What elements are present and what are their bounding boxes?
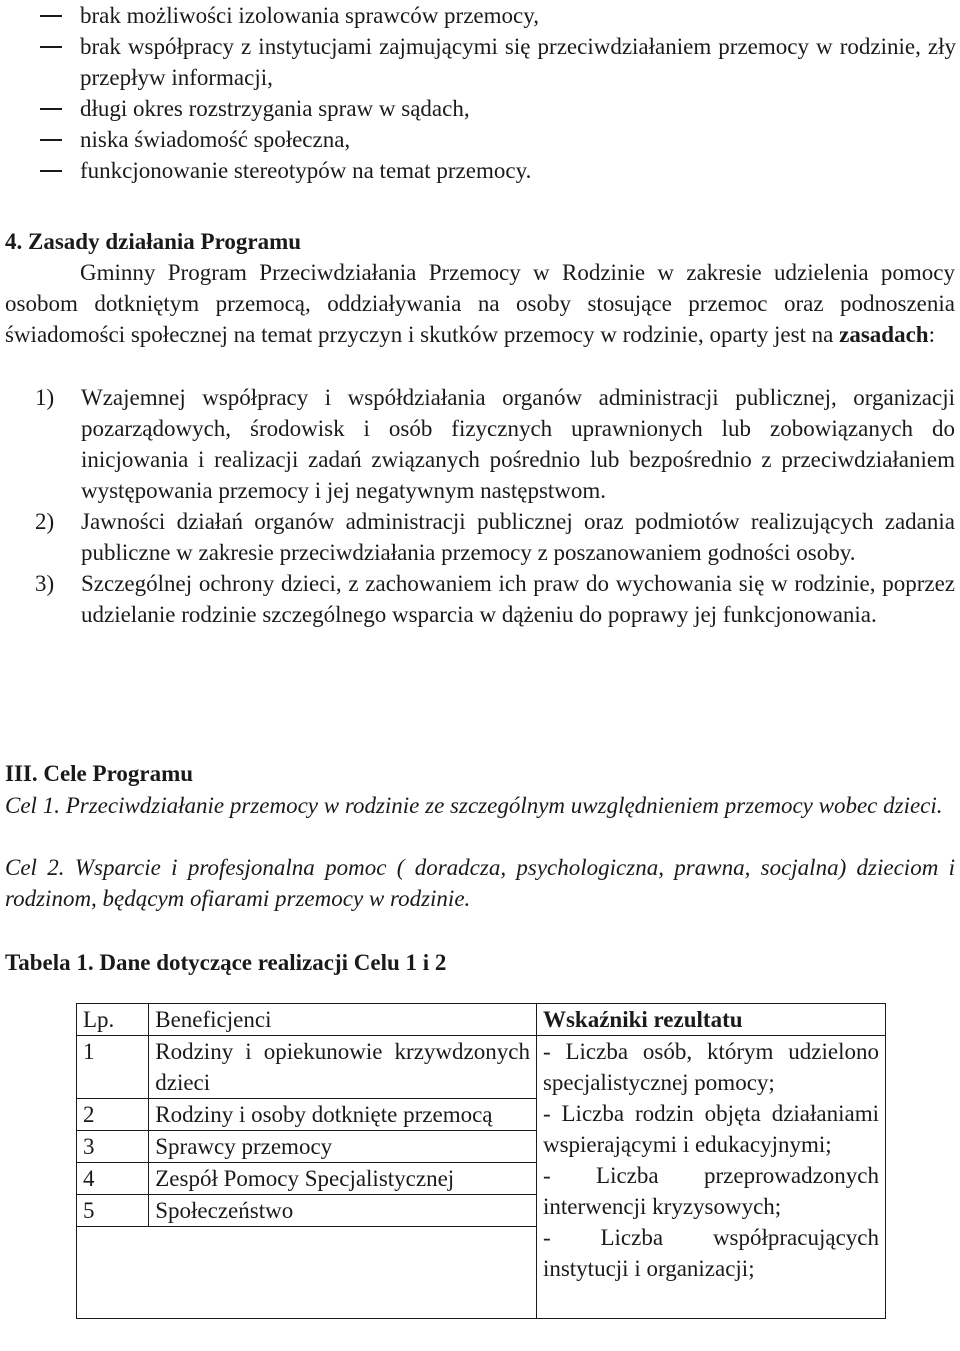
item-text: Szczególnej ochrony dzieci, z zachowaniem ich praw do wychowania się w rodzinie, poprzez udzielanie rodzinie szczególnego wsparcia w dążeniu do poprawy jej funkcjonowania.	[81, 571, 955, 627]
indicator-item: - Liczba przeprowadzonych interwencji kryzysowych;	[542, 1163, 879, 1219]
dash-bullet	[40, 170, 62, 172]
list-item-text: długi okres rozstrzygania spraw w sądach,	[80, 96, 470, 121]
item-text: Jawności działań organów administracji publicznej oraz podmiotów realizujących zadania publiczne w zakresie przeciwdziałania przemocy z poszanowaniem godności osoby.	[81, 509, 955, 565]
header-indicators: Wskaźniki rezultatu	[536, 1004, 885, 1036]
cell-beneficiary: Sprawcy przemocy	[149, 1131, 537, 1163]
list-item	[36, 155, 956, 186]
principles-list	[5, 382, 955, 630]
dash-bullet	[40, 15, 62, 17]
list-item	[36, 124, 956, 155]
dash-bullet	[40, 46, 62, 48]
list-item	[36, 0, 956, 31]
goal-2	[5, 852, 955, 914]
indicator-item: - Liczba osób, którym udzielono specjalistycznej pomocy;	[542, 1039, 879, 1095]
cell-indicators	[536, 1036, 885, 1319]
results-table	[76, 1003, 886, 1319]
goal-label: Cel 2.	[5, 855, 65, 880]
goal-text: Wsparcie i profesjonalna pomoc ( doradcza, psychologiczna, prawna, socjalna) dzieciom i rodzinom, będącym ofiarami przemocy w rodzinie.	[5, 855, 956, 911]
header-beneficiaries: Beneficjenci	[149, 1004, 537, 1036]
list-item-text: niska świadomość społeczna,	[80, 127, 351, 152]
item-number: 2)	[35, 509, 55, 534]
dash-bullet	[40, 108, 62, 110]
dash-bullet	[40, 139, 62, 141]
intro-text: Gminny Program Przeciwdziałania Przemocy w Rodzinie w zakresie udzielenia pomocy osobom dotkniętym przemocą, oddziaływania na osoby stosujące przemoc oraz podnoszenia świadomości społecznej na temat przyczyn i skutków przemocy w rodzinie, oparty jest na	[5, 260, 955, 347]
cell-lp: 4	[77, 1163, 149, 1195]
cell-empty	[77, 1227, 537, 1319]
intro-bold: zasadach	[839, 322, 929, 347]
goal-text: Przeciwdziałanie przemocy w rodzinie ze szczególnym uwzględnieniem przemocy wobec dzieci.	[65, 793, 943, 818]
table-row	[77, 1036, 886, 1099]
indicator-item: - Liczba rodzin objęta działaniami wspierającymi i edukacyjnymi;	[542, 1101, 879, 1157]
item-number: 3)	[35, 571, 55, 596]
list-item	[5, 568, 955, 630]
item-number: 1)	[35, 385, 55, 410]
table-title: Tabela 1. Dane dotyczące realizacji Celu 1 i 2	[5, 950, 447, 975]
list-item-text: brak możliwości izolowania sprawców przemocy,	[80, 3, 539, 28]
indicator-item: - Liczba współpracujących instytucji i organizacji;	[542, 1225, 879, 1281]
header-lp: Lp.	[77, 1004, 149, 1036]
list-item-text: funkcjonowanie stereotypów na temat przemocy.	[80, 158, 532, 183]
cell-beneficiary: Rodziny i osoby dotknięte przemocą	[149, 1099, 537, 1131]
principles-intro	[5, 257, 955, 350]
list-item	[36, 31, 956, 93]
cell-lp: 2	[77, 1099, 149, 1131]
cell-lp: 3	[77, 1131, 149, 1163]
item-text: Wzajemnej współpracy i współdziałania organów administracji publicznej, organizacji pozarządowych, środowisk i osób fizycznych uprawnionych lub zobowiązanych do inicjowania i realizacji zadań związanych pośrednio lub bezpośrednio z przeciwdziałaniem występowania przemocy i jej negatywnym następstwom.	[81, 385, 955, 503]
goal-1	[5, 790, 955, 821]
cell-lp: 1	[77, 1036, 149, 1099]
goal-label: Cel 1.	[5, 793, 60, 818]
cell-beneficiary: Rodziny i opiekunowie krzywdzonych dzieci	[149, 1036, 537, 1099]
list-item	[5, 506, 955, 568]
barriers-list	[36, 0, 956, 186]
list-item	[36, 93, 956, 124]
cell-beneficiary: Zespół Pomocy Specjalistycznej	[149, 1163, 537, 1195]
intro-end: :	[928, 322, 935, 347]
cell-beneficiary: Społeczeństwo	[149, 1195, 537, 1227]
section-heading-principles: 4. Zasady działania Programu	[5, 229, 302, 254]
cell-lp: 5	[77, 1195, 149, 1227]
section-heading-goals: III. Cele Programu	[5, 761, 194, 786]
list-item-text: brak współpracy z instytucjami zajmującymi się przeciwdziałaniem przemocy w rodzinie, zły przepływ informacji,	[80, 34, 956, 90]
list-item	[5, 382, 955, 506]
table-header-row	[77, 1004, 886, 1036]
